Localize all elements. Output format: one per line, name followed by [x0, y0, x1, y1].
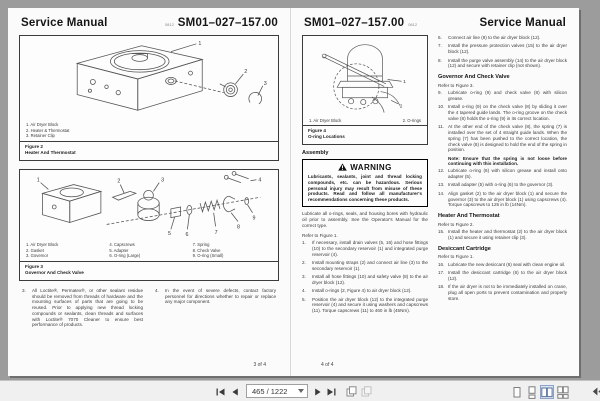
callout-label: 2 [399, 104, 403, 110]
list-item [302, 288, 428, 294]
item-text: Install the desiccant cartridge (6) to the air dryer block (12). [448, 270, 567, 281]
item-number: 10. [438, 104, 445, 110]
list-item [155, 288, 276, 305]
item-number: 4. [155, 287, 159, 293]
double-chevron-left-icon [592, 387, 600, 396]
first-page-icon [216, 388, 225, 396]
list-item [302, 297, 428, 314]
figure3-drawing [20, 170, 278, 240]
legend-item: 2. Heater & Thermostat [26, 127, 70, 133]
previous-view-button[interactable] [345, 385, 357, 398]
item-number: 12. [438, 168, 445, 174]
next-view-button[interactable] [360, 385, 372, 398]
figure-label: Figure 3 [25, 263, 43, 269]
callout-label: 2 [117, 178, 121, 185]
figure2-caption [20, 141, 278, 160]
right-page-column-2 [438, 35, 567, 317]
legend-item: 4. Capscrews [109, 241, 135, 247]
item-number: 7. [438, 43, 442, 49]
item-text: Connect air line (9) to the air dryer block (12). [448, 35, 541, 40]
legend-item: 2. Gasket [26, 247, 44, 253]
callout-label: 3 [263, 80, 267, 87]
list-item [22, 288, 143, 328]
item-number: 1. [302, 240, 306, 246]
figure-title: Governor And Check Valve [25, 270, 84, 276]
page-title: Service Manual [479, 17, 566, 29]
item-text: Install o-rings (2, Figure 4) to air dryer block (12). [312, 288, 412, 294]
next-page-icon [314, 388, 322, 396]
facing-continuous-layout-button[interactable] [556, 385, 570, 399]
figure2-box [19, 35, 279, 161]
item-text: Install adapter (5) with o-ring (6) to the governor (3). [448, 182, 554, 188]
item-text: Install the heater and thermostat (2) to the air dryer block (1) and secure it using retainer clip (3). [448, 229, 567, 240]
warning-text: Lubricants, sealants, joint and thread locking compounds, etc. can be hazardous. Serious personal injury may result from misuse of these products. Read and follow all manufacturer's recommendations concerning these products. [308, 173, 422, 203]
item-number: 3. [302, 274, 306, 280]
item-text: If the air dryer is not to be immediately installed on crane, plug all open ports to prevent contamination and properly store. [448, 284, 567, 301]
legend-item: 9. O-ring (Small) [192, 253, 224, 259]
next-view-icon [361, 386, 372, 397]
item-text: If necessary, install drain valves (5, 16) and hose fittings (10) to the secondary reservoir (1) and integrated purge reservoir (4). [312, 240, 428, 257]
refer-line: Refer to Figure 2. [438, 221, 474, 227]
callout-label: 3 [161, 177, 165, 184]
list-item [438, 262, 567, 268]
item-text: Install the purge valve assembly (14) to the air dryer block (12) and secure with retainer clip (not shown). [448, 57, 567, 69]
list-item [438, 124, 567, 153]
legend-item: 1. Air Dryer Block [309, 118, 342, 123]
callout-label: 2 [244, 69, 248, 76]
figure-label: Figure 4 [308, 128, 326, 133]
two-page-continuous-icon [557, 386, 569, 399]
page-number-input[interactable] [246, 384, 308, 398]
page-number: 3 of 4 [253, 362, 266, 368]
legend-item: 3. Governor [26, 253, 49, 259]
item-text: Install o-ring (9) on the check valve (8) by sliding it over the 4 tapered guide lands. The o-ring groove on the check valve (8) holds the o-ring (9) in its correct location. [448, 104, 567, 121]
section-heading-heater: Heater And Thermostat [438, 213, 500, 220]
warning-triangle-icon [338, 163, 347, 171]
left-page-notes [19, 288, 279, 331]
first-page-button[interactable] [214, 385, 226, 398]
figure4-drawing [303, 36, 427, 116]
page-right [291, 8, 578, 376]
section-heading-assembly: Assembly [302, 149, 329, 156]
item-text: Install mounting straps (2) and connect air line (3) to the secondary reservoir (1). [312, 260, 428, 271]
warning-header [306, 162, 424, 174]
doc-number: SM01–027–157.00 [177, 17, 278, 29]
list-item [438, 168, 567, 180]
item-number: 17. [438, 270, 445, 276]
item-number: 8. [438, 57, 442, 63]
figure2-drawing [20, 36, 278, 120]
continuous-layout-button[interactable] [525, 385, 539, 399]
item-number: 9. [438, 90, 442, 96]
figure2-legend [20, 120, 278, 141]
item-number: 13. [438, 182, 445, 188]
last-page-button[interactable] [325, 385, 337, 398]
list-item [438, 43, 567, 55]
callout-label: 4 [258, 177, 262, 184]
item-text: Lubricate o-ring (9) and check valve (8) with silicon grease. [448, 90, 567, 101]
page-indicator-value: 465 / 1222 [252, 386, 288, 396]
previous-page-icon [231, 388, 239, 396]
last-page-icon [327, 388, 336, 396]
legend-item: 5. Adapter [109, 247, 129, 253]
callout-label: 1 [403, 79, 406, 85]
list-item [302, 240, 428, 257]
callout-label: 8 [236, 224, 240, 231]
refer-line: Refer to Figure 1. [302, 232, 338, 238]
chevron-down-icon [298, 389, 304, 393]
section-heading-desiccant: Desiccant Cartridge [438, 245, 491, 252]
item-number: 4. [302, 288, 306, 294]
page-left [8, 8, 291, 376]
figure4-caption [303, 125, 427, 144]
note-line: Note: Ensure that the spring is not loose before continuing with this installation. [448, 155, 567, 166]
item-number: 16. [438, 261, 445, 267]
item-text: Lubricate o-ring (6) with silicon grease and install onto adapter (5). [448, 168, 567, 180]
page-number: 4 of 4 [321, 362, 334, 368]
warning-box [302, 159, 428, 207]
warning-title: WARNING [350, 162, 392, 172]
figure4-legend [303, 116, 427, 125]
figure-label: Figure 2 [25, 144, 43, 150]
revision-code: 0812 [164, 22, 174, 27]
list-item [438, 58, 567, 70]
revision-code: 0812 [408, 22, 418, 27]
list-item [438, 191, 567, 208]
callout-label: 1 [198, 40, 202, 47]
next-page-button[interactable] [312, 385, 324, 398]
legend-item: 2. O-rings [402, 118, 421, 123]
single-page-layout-button[interactable] [510, 385, 524, 399]
list-item [302, 274, 428, 286]
item-number: 5. [302, 296, 306, 302]
page-title: Service Manual [21, 17, 108, 29]
callout-label: 7 [214, 230, 218, 237]
list-item [438, 90, 567, 102]
item-text: Position the air dryer block (12) to the integrated purge reservoir (4) and secure it using washers and capscrews (11). Torque capscrews (11) to 460 in lb (45Nm). [312, 296, 428, 314]
figure3-caption [20, 261, 278, 280]
right-page-header [291, 8, 578, 29]
legend-item: 1. Air Dryer Block [26, 122, 59, 127]
item-number: 6. [438, 35, 442, 40]
list-item [438, 270, 567, 282]
refer-line: Refer to Figure 1. [438, 254, 474, 260]
list-item [438, 104, 567, 121]
figure3-box [19, 169, 279, 281]
list-item [438, 229, 567, 241]
left-page-header [8, 8, 290, 29]
item-number: 11. [438, 124, 445, 130]
item-number: 2. [302, 260, 306, 265]
callout-label: 5 [167, 230, 171, 237]
item-text: Align gasket (2) to the air dryer block (1) and secure the governor (3) to the air dryer block (1) using capscrews (4). Torque capscrews to 125 in lb (14Nm). [448, 190, 567, 208]
list-item [302, 260, 428, 272]
legend-item: 8. Check Valve [192, 247, 221, 253]
two-page-icon [541, 386, 553, 399]
item-number: 15. [438, 229, 445, 235]
callout-label: 1 [36, 177, 40, 184]
right-page-column-1 [302, 35, 428, 317]
item-text: All Loctite®, Permatex®, or other sealant residue should be removed from threads of hardware and the mounting surfaces of parts that are going to be reused. Prior to applying new thread locking compounds or sealants, clean threads and surfaces with Loctite® 7070 Cleaner to ensure best performance of products. [32, 287, 143, 328]
item-text: At the other end of the check valve (8), the spring (7) is installed over the set of 4 straight guide lands. When the spring (7) has been pushed to the correct location, the check valve (8) is designed to hold the end of the spring in position. [448, 124, 567, 153]
legend-item: 3. Retainer Clip [26, 133, 55, 139]
legend-item: 6. O-ring (Large) [109, 253, 141, 259]
figure4-box [302, 35, 428, 145]
toolbar-overflow-button[interactable] [592, 385, 600, 398]
section-heading-governor: Governor And Check Valve [438, 74, 510, 81]
doc-number: SM01–027–157.00 [304, 17, 405, 29]
continuous-page-icon [526, 386, 538, 399]
assembly-intro: Lubricate all o-rings, seals, and housing bores with hydraulic oil prior to assembly. See the Operator's Manual for the correct type. [302, 211, 428, 228]
item-text: Lubricate the new desiccant (6) seal with clean engine oil. [448, 261, 566, 267]
item-number: 3. [22, 287, 26, 293]
legend-item: 7. Spring [192, 241, 210, 247]
item-number: 18. [438, 284, 445, 290]
page-spread [8, 8, 579, 376]
item-text: Install the pressure protection valves (15) to the air dryer block (12). [448, 43, 567, 55]
figure-title: O-ring Locations [308, 134, 345, 140]
refer-line: Refer to Figure 3. [438, 82, 474, 88]
callout-label: 6 [185, 231, 189, 238]
list-item [438, 35, 567, 41]
previous-view-icon [346, 386, 357, 397]
list-item [438, 284, 567, 301]
list-item [438, 182, 567, 188]
legend-item: 1. Air Dryer Block [26, 241, 59, 247]
single-page-icon [511, 386, 523, 399]
figure3-legend [20, 240, 278, 261]
item-text: Install all hose fittings (10) and safety valve (8) to the air dryer block (12). [312, 274, 428, 285]
callout-label: 9 [252, 215, 256, 222]
pdf-toolbar [0, 380, 600, 401]
figure-title: Heater And Thermostat [25, 150, 76, 156]
previous-page-button[interactable] [229, 385, 241, 398]
item-number: 14. [438, 190, 445, 196]
item-text: In the event of severe defects, contact factory personnel for directions whether to repair or replace any major component. [165, 287, 276, 305]
facing-pages-layout-button[interactable] [540, 385, 554, 399]
